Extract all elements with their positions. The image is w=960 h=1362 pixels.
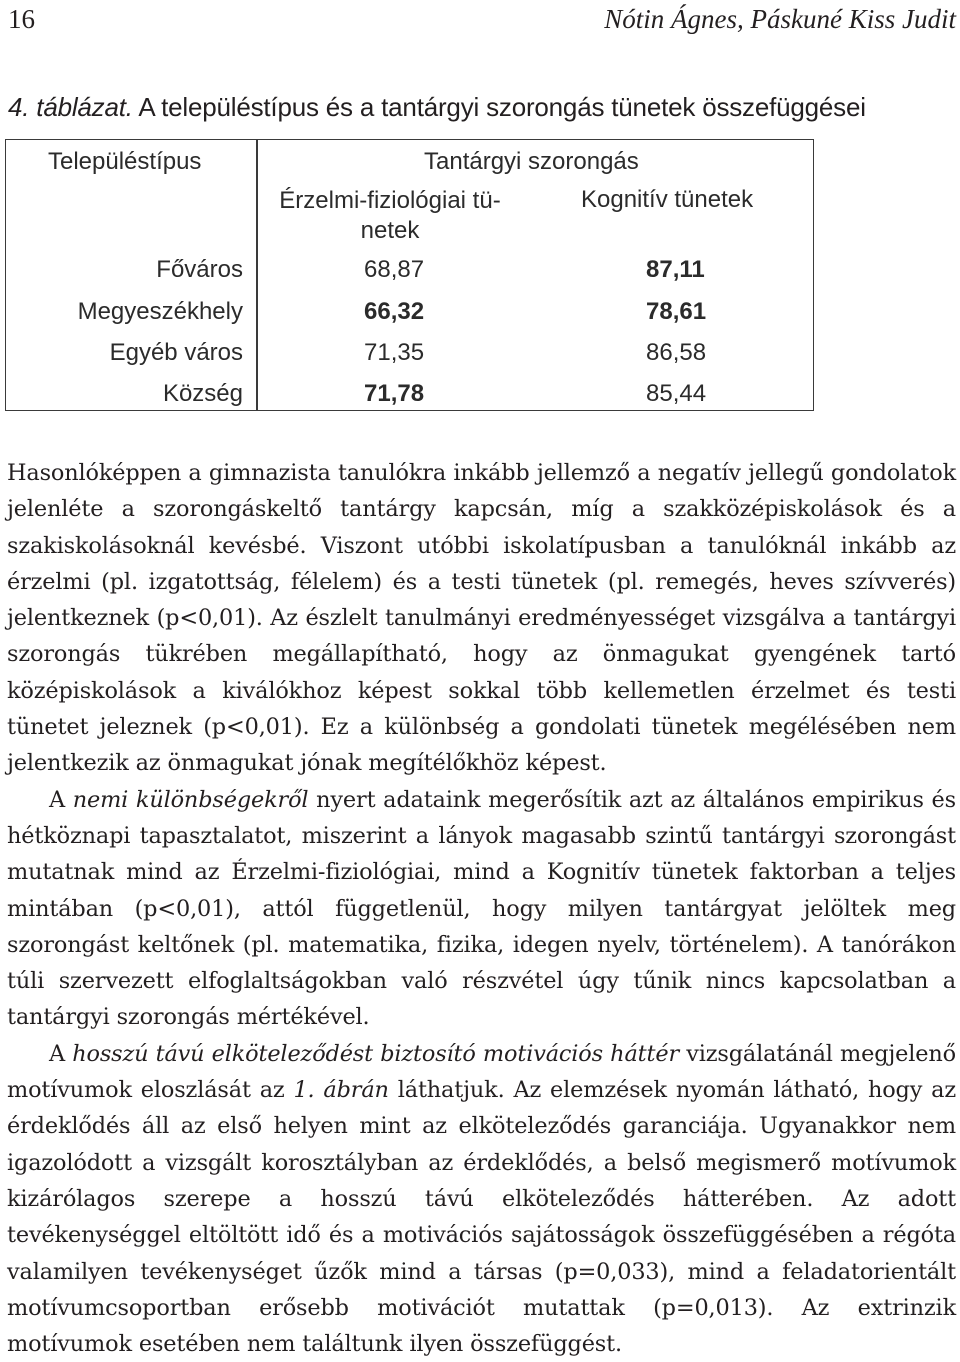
- cell-cognitive: 86,58: [646, 339, 707, 366]
- cell-emotional: 66,32: [364, 298, 425, 325]
- results-table: [5, 139, 814, 411]
- paragraph-3-figure-ref: 1. ábrán: [293, 1077, 389, 1104]
- row-label: Egyéb város: [109, 339, 243, 366]
- running-head-authors: Nótin Ágnes, Páskuné Kiss Judit: [604, 4, 956, 34]
- paragraph-3-rest: láthatjuk. Az elemzések nyomán látható, hogy az érdeklődés áll az első helyen mint az elköteleződés garanciája. Ugyanakkor nem igazolódott a vizsgált korosztályban az érdeklődés, a belső megismerő motívumok kizárólagos szerepe a hosszú távú elköteleződés hátterében. Az adott tevékenységgel eltöltött idő és a motivációs sajátosságok összefüggésében a régóta valamilyen tevékenységet űzők mind a társas (p=0,033), mind a feladatorientált motívumcsoportban erősebb motivációt mutattak (p=0,013). Az extrinzik motívumok esetében nem találtunk ilyen összefüggést.: [7, 1077, 956, 1358]
- body-text: [7, 455, 956, 1362]
- table-caption-title: A településtípus és a tantárgyi szorongás tünetek összefüggései: [132, 92, 866, 122]
- column-header-emotional: Érzelmi-fiziológiai tü- netek: [279, 187, 501, 244]
- paragraph-2-emphasis: nemi különbségekről: [72, 786, 309, 813]
- cell-emotional: 71,35: [364, 339, 425, 366]
- column-header-cognitive: Kognitív tünetek: [581, 186, 754, 213]
- paragraph-2-start: A: [49, 786, 73, 813]
- cell-emotional: 68,87: [364, 256, 425, 283]
- page-header: [0, 0, 960, 40]
- cell-cognitive: 78,61: [646, 298, 707, 325]
- column-group-header: Tantárgyi szorongás: [424, 148, 639, 175]
- page-number: 16: [8, 4, 35, 34]
- paragraph-3-emphasis: hosszú távú elköteleződést biztosító motivációs háttér: [72, 1040, 679, 1067]
- table-divider: [256, 140, 258, 410]
- paragraph-3-mid: vizsgálatánál megjelenő motívumok eloszlását az: [7, 1040, 956, 1104]
- paragraph-2-rest: nyert adataink megerősítik azt az általános empirikus és hétköznapi tapasztalatot, miszerint a lányok magasabb szintű tantárgyi szorongást mutatnak mind az Érzelmi-fiziológiai, mind a Kognitív tünetek faktorban a teljes mintában (p<0,01), attól függetlenül, hogy milyen tantárgyat jelöltek meg szorongást keltőnek (pl. matematika, fizika, idegen nyelv, történelem). A tanórákon túli szervezett elfoglaltságokban való részvétel úgy tűnik nincs kapcsolatban a tantárgyi szorongás mértékével.: [7, 786, 957, 1031]
- table-caption: [8, 92, 866, 123]
- row-label: Főváros: [156, 256, 243, 283]
- row-label: Község: [162, 380, 243, 407]
- paragraph-2: [7, 782, 956, 1036]
- table-caption-label: 4. táblázat.: [8, 92, 133, 122]
- paragraph-1: Hasonlóképpen a gimnazista tanulókra inkább jellemző a negatív jellegű gondolatok jelenléte a szorongáskeltő tantárgy kapcsán, míg a szakközépiskolások és a szakiskolásoknál kevésbé. Viszont utóbbi iskolatípusban a tanulóknál inkább az érzelmi (pl. izgatottság, félelem) és a testi tünetek (pl. remegés, heves szívverés) jelentkeznek (p<0,01). Az észlelt tanulmányi eredményességet vizsgálva a tantárgyi szorongás tükrében megállapítható, hogy az önmagukat gyengének tartó középiskolások a kiválókhoz képest sokkal több kellemetlen érzelmet és testi tünetet jeleznek (p<0,01). Ez a különbség a gondolati tünetek megélésében nem jelentkezik az önmagukat jónak megítélőkhöz képest.: [7, 460, 956, 777]
- cell-cognitive: 85,44: [646, 380, 707, 407]
- row-label: Megyeszékhely: [77, 298, 243, 325]
- paragraph-3-start: A: [49, 1040, 73, 1067]
- column-header-type: Településtípus: [48, 148, 202, 175]
- cell-emotional: 71,78: [364, 380, 425, 407]
- cell-cognitive: 87,11: [646, 256, 705, 283]
- paragraph-3: [7, 1036, 956, 1362]
